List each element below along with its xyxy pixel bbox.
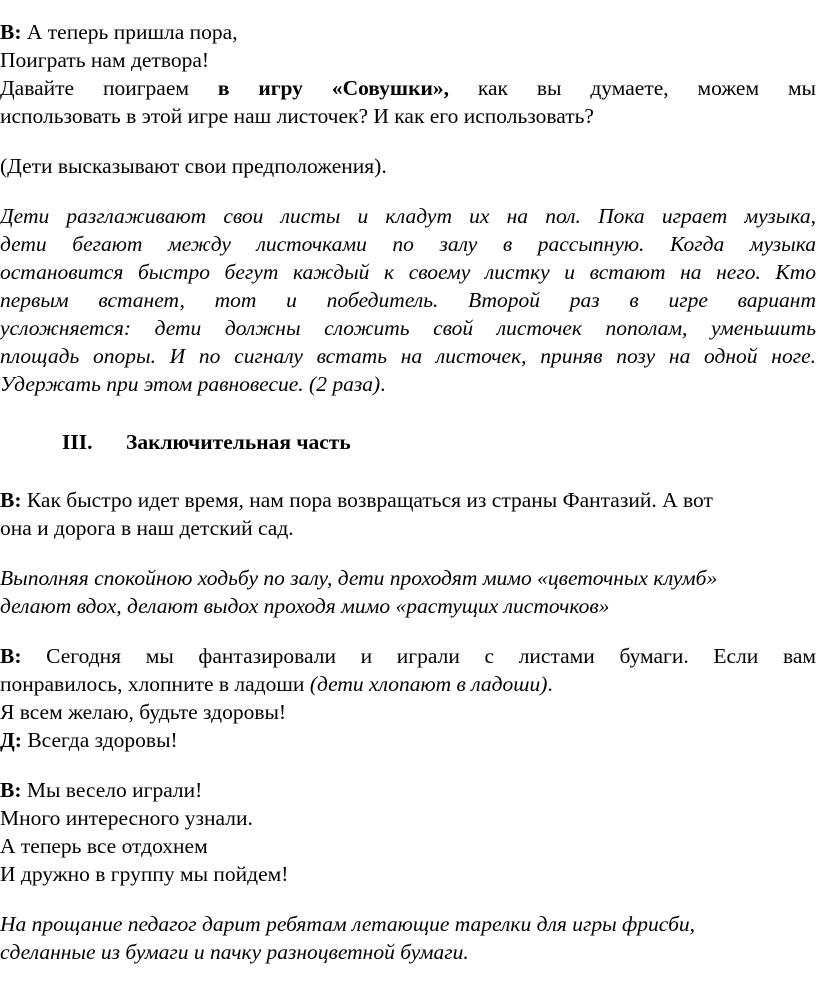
instruction-line: площадь опоры. И по сигналу встать на листочек, приняв позу на одной ноге. (0, 344, 816, 368)
game-question-line: использовать в этой игре наш листочек? И как его использовать? (0, 104, 594, 128)
instruction-line: дети бегают между листочками по залу в рассыпную. Когда музыка (0, 232, 816, 256)
verse-line: В: А теперь пришла пора, (0, 20, 238, 44)
speaker-label: В: (0, 488, 22, 512)
note-line: На прощание педагог дарит ребятам летающие тарелки для игры фрисби, (0, 912, 696, 936)
game-name: в игру «Совушки», (217, 76, 449, 100)
dialogue-line: Я всем желаю, будьте здоровы! (0, 700, 287, 724)
game-question-line: Давайте поиграем в игру «Совушки», как вы думаете, можем мы (0, 76, 816, 100)
verse-line: А теперь все отдохнем (0, 834, 208, 858)
verse-line: И дружно в группу мы пойдем! (0, 862, 289, 886)
speaker-label: Д: (0, 728, 22, 752)
game-instructions (0, 202, 816, 398)
intro-verse (0, 18, 816, 130)
instruction-line: Дети разглаживают свои листы и кладут их на пол. Пока играет музыка, (0, 204, 816, 228)
instruction-line: Удержать при этом равновесие. (2 раза). (0, 372, 386, 396)
walk-instructions (0, 564, 816, 620)
speaker-label: В: (0, 644, 22, 668)
document-page (0, 18, 816, 966)
dialogue-line: Д: Всегда здоровы! (0, 728, 178, 752)
instruction-line: Выполняя спокойною ходьбу по залу, дети проходят мимо «цветочных клумб» (0, 566, 718, 590)
section-title: Заключительная часть (126, 430, 351, 454)
section-number: III. (62, 430, 93, 454)
children-response: (Дети высказывают свои предположения). (0, 154, 387, 178)
section-heading (0, 428, 816, 456)
gift-note (0, 910, 816, 966)
speaker-label: В: (0, 778, 22, 802)
note-line: сделанные из бумаги и пачку разноцветной бумаги. (0, 940, 469, 964)
instruction-line: делают вдох, делают выдох проходя мимо «растущих листочков» (0, 594, 610, 618)
dialogue-line: понравилось, хлопните в ладоши (дети хлопают в ладоши). (0, 672, 553, 696)
speaker-label: В: (0, 20, 22, 44)
closing-verse (0, 776, 816, 888)
speech-line: она и дорога в наш детский сад. (0, 516, 294, 540)
instruction-line: остановится быстро бегут каждый к своему листку и встают на него. Кто (0, 260, 816, 284)
verse-line: Много интересного узнали. (0, 806, 253, 830)
farewell-dialogue (0, 642, 816, 754)
instruction-line: усложняется: дети должны сложить свой листочек пополам, уменьшить (0, 316, 816, 340)
dialogue-line: В: Сегодня мы фантазировали и играли с листами бумаги. Если вам (0, 644, 816, 668)
verse-line: В: Мы весело играли! (0, 778, 203, 802)
instruction-line: первым встанет, тот и победитель. Второй раз в игре вариант (0, 288, 816, 312)
verse-line: Поиграть нам детвора! (0, 48, 210, 72)
closing-speech (0, 486, 816, 542)
speech-line: В: Как быстро идет время, нам пора возвращаться из страны Фантазий. А вот (0, 488, 713, 512)
